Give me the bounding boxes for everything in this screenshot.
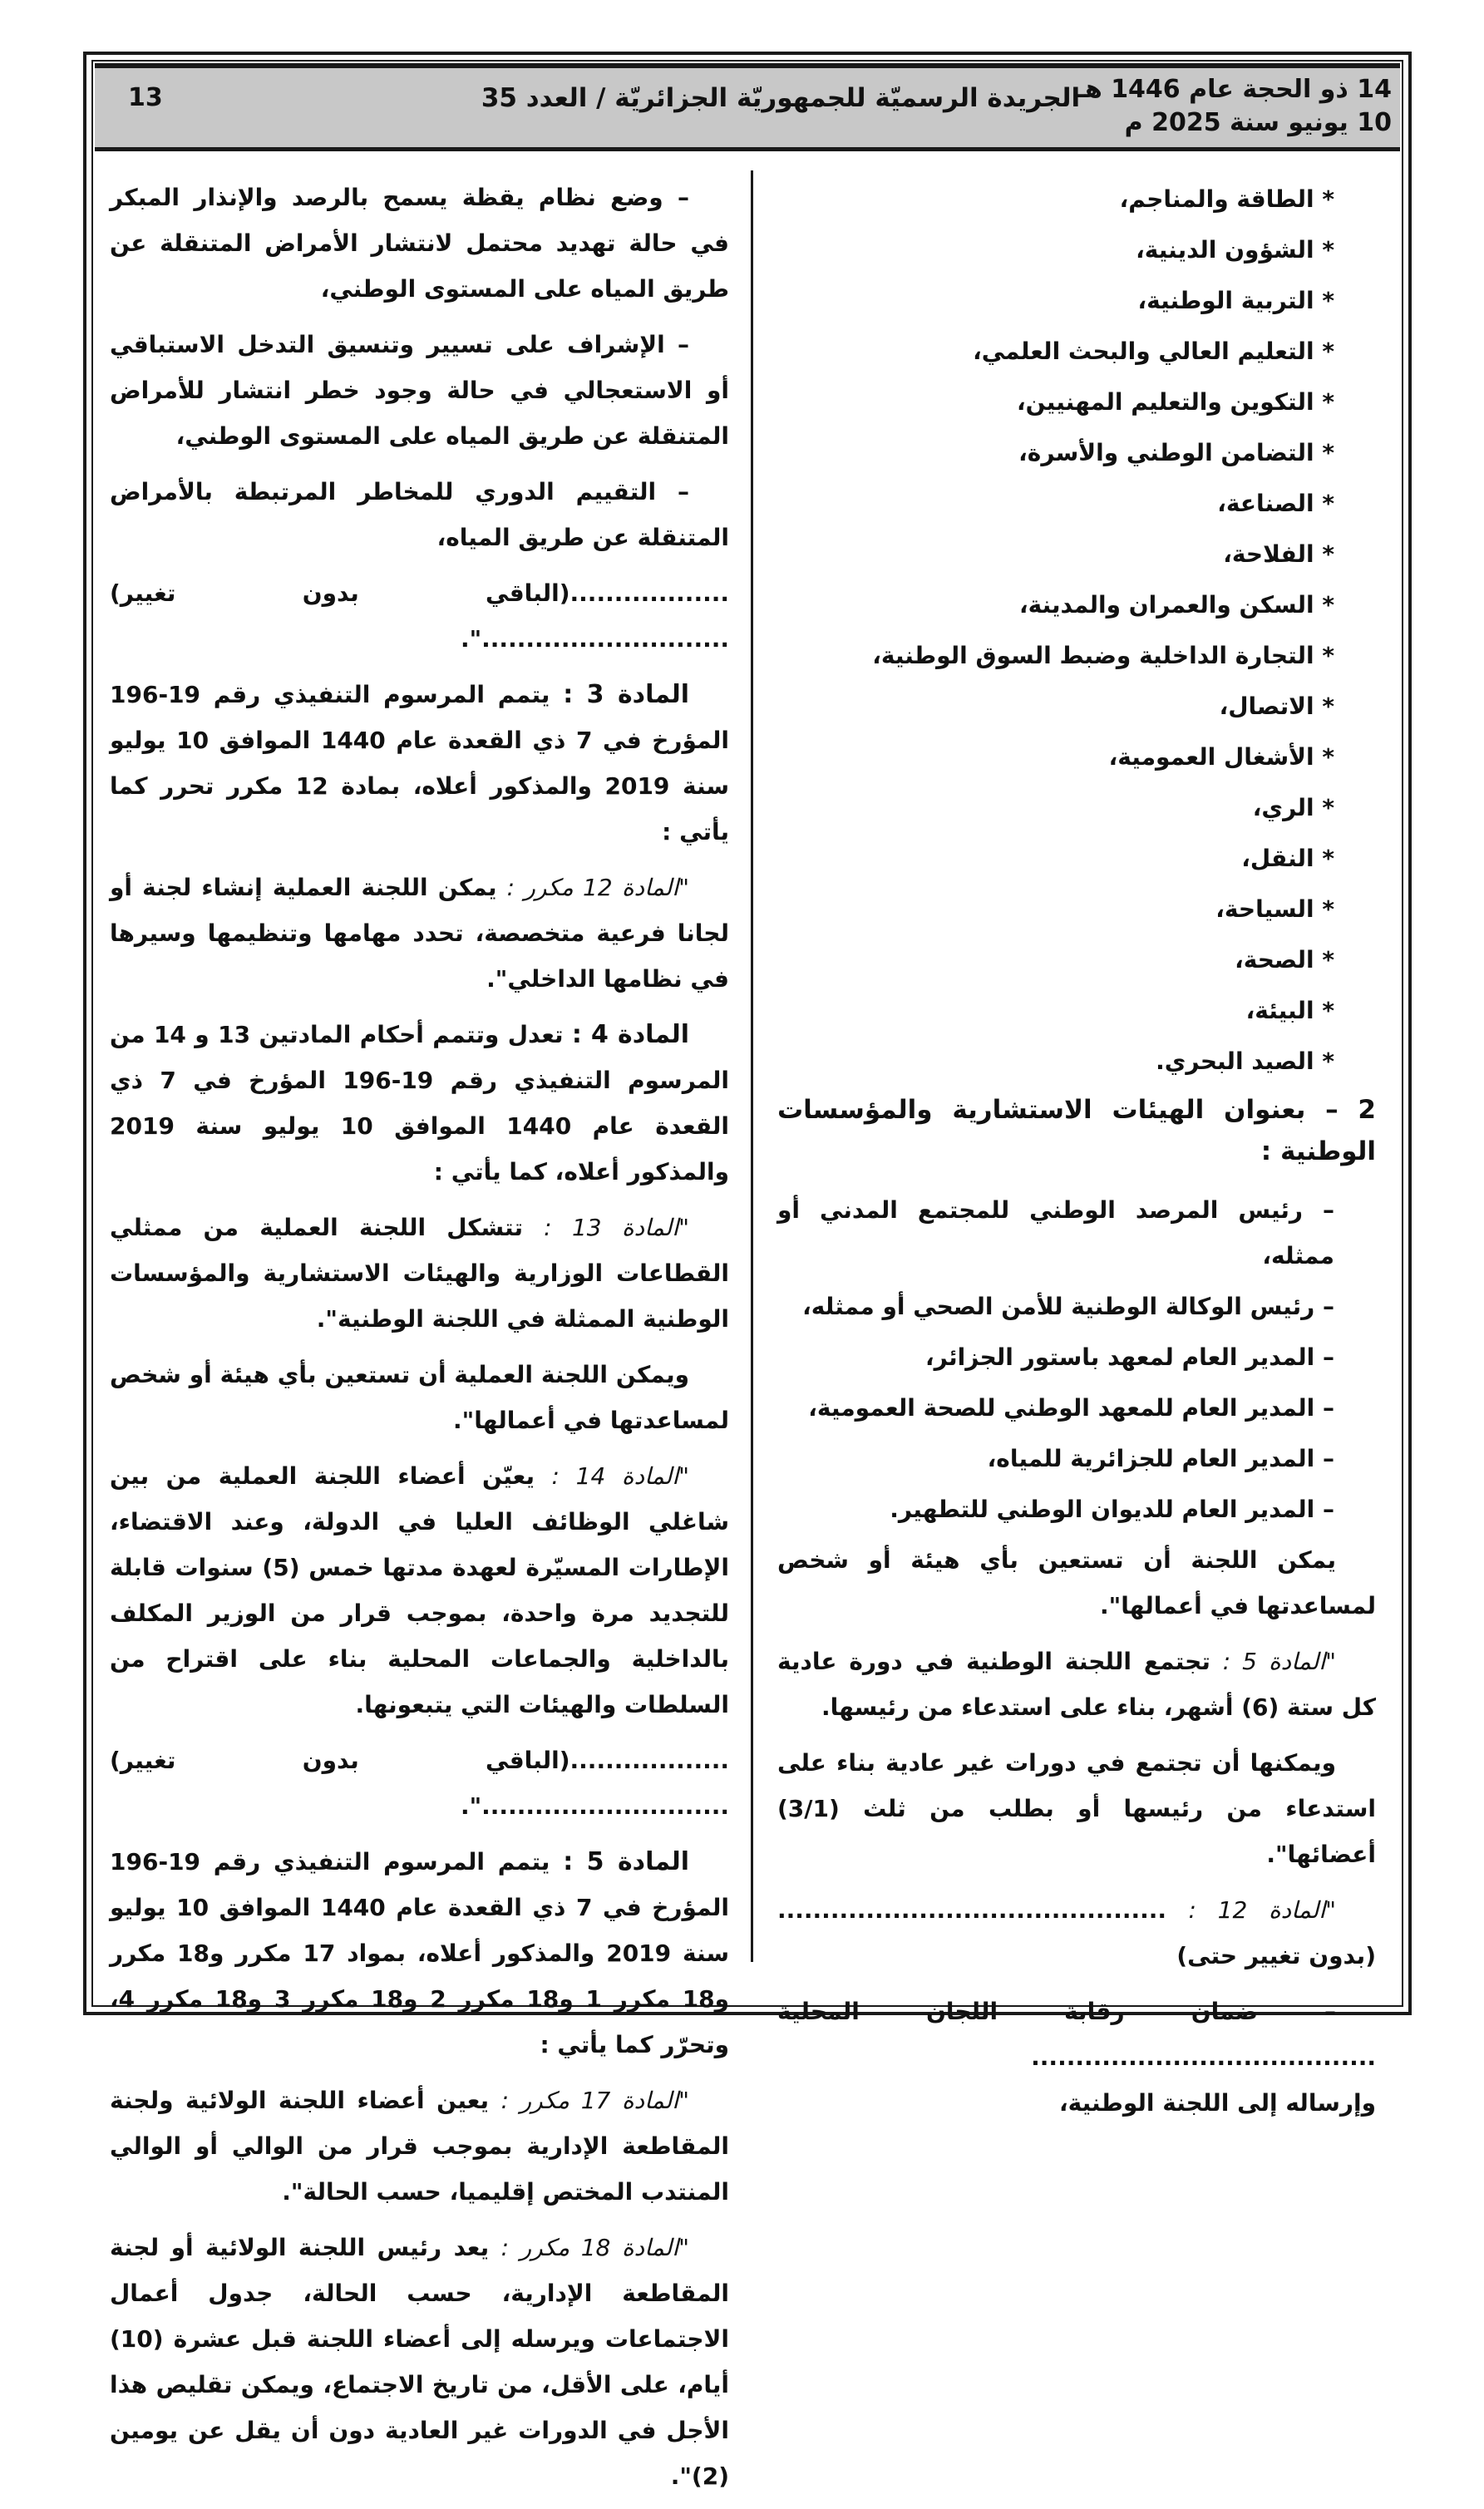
article-label: المادة 5 : xyxy=(563,1847,689,1876)
list-item: * السياحة، xyxy=(1215,895,1334,923)
article-17-bis xyxy=(110,2078,729,2215)
list-item: – المدير العام للجزائرية للمياه، xyxy=(987,1445,1334,1472)
list-item: * التضامن الوطني والأسرة، xyxy=(1018,439,1334,466)
list-item: * الشؤون الدينية، xyxy=(1136,236,1334,264)
article-label: "المادة 12 : xyxy=(1188,1896,1336,1924)
article-label: المادة 4 : xyxy=(571,1020,690,1049)
article-text: يعين أعضاء اللجنة الولائية ولجنة المقاطعة الإدارية بموجب قرار من الوالي أو الوالي المنتدب المختص إقليميا، حسب الحالة". xyxy=(110,2087,729,2206)
article-label: المادة 3 : xyxy=(563,680,689,709)
list-item: * الصيد البحري. xyxy=(1156,1047,1334,1075)
article-label: "المادة 12 مكرر : xyxy=(506,874,689,901)
article-label: "المادة 14 : xyxy=(551,1462,689,1490)
list-item: – المدير العام للمعهد الوطني للصحة العمومية، xyxy=(808,1394,1334,1422)
sectors-list xyxy=(777,176,1376,1084)
article-text: تعدل وتتمم أحكام المادتين 13 و 14 من المرسوم التنفيذي رقم 19-196 المؤرخ في 7 ذي القعدة عام 1440 الموافق 10 يوليو سنة 2019 والمذكور أعلاه، كما يأتي : xyxy=(110,1021,730,1185)
article-text: يتمم المرسوم التنفيذي رقم 19-196 المؤرخ في 7 ذي القعدة عام 1440 الموافق 10 يوليو سنة 2019 والمذكور أعلاه، بمواد 17 مكرر و18 مكرر و18 مكرر 1 و18 مكرر 2 و18 مكرر 3 و18 مكرر 4، وتحرّر كما يأتي : xyxy=(110,1848,730,2058)
hijri-date: 14 ذو الحجة عام 1446 هـ xyxy=(1076,75,1392,104)
page-number: 13 xyxy=(128,83,163,112)
paragraph: وإرساله إلى اللجنة الوطنية، xyxy=(1059,2089,1376,2117)
article-text: تجتمع اللجنة الوطنية في دورة عادية كل ستة (6) أشهر، بناء على استدعاء من رئيسها. xyxy=(777,1648,1376,1721)
list-item: – المدير العام للديوان الوطني للتطهير. xyxy=(890,1496,1334,1523)
list-item: * الفلاحة، xyxy=(1223,540,1334,568)
bullet-paragraph: – الإشراف على تسيير وتنسيق التدخل الاستباقي أو الاستعجالي في حالة وجود خطر انتشار للأمراض المتنقلة عن طريق المياه على المستوى الوطني، xyxy=(110,331,729,450)
article-text: يعيّن أعضاء اللجنة العملية من بين شاغلي الوظائف العليا في الدولة، وعند الاقتضاء، الإطارات المسيّرة لعهدة مدتها خمس (5) سنوات قابلة للتجديد مرة واحدة، بموجب قرار من الوزير المكلف بالداخلية والجماعات المحلية بناء على اقتراح من السلطات والهيئات التي يتبعونها. xyxy=(110,1462,729,1718)
bullet-paragraph: – وضع نظام يقظة يسمح بالرصد والإنذار المبكر في حالة تهديد محتمل لانتشار الأمراض المتنقلة عن طريق المياه على المستوى الوطني، xyxy=(110,184,729,303)
list-item: * الصحة، xyxy=(1235,946,1334,974)
article-text: يتمم المرسوم التنفيذي رقم 19-196 المؤرخ في 7 ذي القعدة عام 1440 الموافق 10 يوليو سنة 2019 والمذكور أعلاه، بمادة 12 مكرر تحرر كما يأتي : xyxy=(110,681,729,845)
article-text: ............................................ (بدون تغيير حتى) xyxy=(777,1896,1376,1969)
article-text: تتشكل اللجنة العملية من ممثلي القطاعات الوزارية والهيئات الاستشارية والمؤسسات الوطنية الممثلة في اللجنة الوطنية". xyxy=(110,1214,729,1333)
list-item: – المدير العام لمعهد باستور الجزائر، xyxy=(925,1343,1334,1371)
unchanged-note: ..................(الباقي بدون تغيير) ............................". xyxy=(110,1747,729,1820)
gazette-title: الجريدة الرسميّة للجمهوريّة الجزائريّة / العدد 35 xyxy=(481,83,1081,113)
article-label: "المادة 13 : xyxy=(544,1214,689,1241)
gregorian-date: 10 يونيو سنة 2025 م xyxy=(1124,108,1392,137)
right-column xyxy=(777,176,1376,2136)
list-item: * التجارة الداخلية وضبط السوق الوطنية، xyxy=(872,642,1334,669)
column-divider xyxy=(751,170,753,1962)
article-4 xyxy=(110,1012,729,1195)
list-item: * الأشغال العمومية، xyxy=(1108,743,1334,771)
article-5 xyxy=(110,1839,729,2068)
list-item: * الاتصال، xyxy=(1219,693,1334,720)
gazette-header xyxy=(95,63,1400,151)
list-item: – رئيس الوكالة الوطنية للأمن الصحي أو ممثله، xyxy=(802,1293,1334,1320)
paragraph: ويمكن اللجنة العملية أن تستعين بأي هيئة أو شخص لمساعدتها في أعمالها". xyxy=(110,1361,729,1434)
list-item: – رئيس المرصد الوطني للمجتمع المدني أو ممثله، xyxy=(777,1196,1334,1269)
list-item: * البيئة، xyxy=(1245,997,1334,1024)
list-item: * الري، xyxy=(1252,794,1334,821)
article-12 xyxy=(777,1887,1376,1979)
list-item: * التربية الوطنية، xyxy=(1137,287,1334,314)
paragraph: ويمكنها أن تجتمع في دورات غير عادية بناء على استدعاء من رئيسها أو بطلب من ثلث (3/1) أعضائها". xyxy=(777,1749,1376,1868)
section-heading: 2 – بعنوان الهيئات الاستشارية والمؤسسات الوطنية : xyxy=(777,1095,1376,1166)
list-item: * الطاقة والمناجم، xyxy=(1119,185,1334,213)
article-label: "المادة 18 مكرر : xyxy=(500,2234,689,2261)
article-5 xyxy=(777,1639,1376,1730)
list-item: * الصناعة، xyxy=(1217,490,1334,517)
article-13 xyxy=(110,1205,729,1342)
bullet-paragraph: – التقييم الدوري للمخاطر المرتبطة بالأمراض المتنقلة عن طريق المياه، xyxy=(110,478,729,551)
list-item: * النقل، xyxy=(1241,845,1334,872)
list-item: * التعليم العالي والبحث العلمي، xyxy=(973,338,1334,365)
article-12-bis xyxy=(110,865,729,1002)
list-item: * التكوين والتعليم المهنيين، xyxy=(1016,388,1334,416)
article-label: "المادة 5 : xyxy=(1222,1648,1336,1675)
article-14 xyxy=(110,1453,729,1728)
article-label: "المادة 17 مكرر : xyxy=(500,2087,690,2114)
article-text: يعد رئيس اللجنة الولائية أو لجنة المقاطعة الإدارية، حسب الحالة، جدول أعمال الاجتماعات ويرسله إلى أعضاء اللجنة قبل عشرة (10) أيام، على الأقل، من تاريخ الاجتماع، ويمكن تقليص هذا الأجل في الدورات غير العادية دون أن يقل عن يومين (2)". xyxy=(110,2234,729,2490)
unchanged-note: ..................(الباقي بدون تغيير) ............................". xyxy=(110,579,729,653)
left-column xyxy=(110,175,729,2509)
article-3 xyxy=(110,672,729,855)
article-text: يمكن اللجنة العملية إنشاء لجنة أو لجانا فرعية متخصصة، تحدد مهامها وتنظيمها وسيرها في نظامها الداخلي". xyxy=(110,874,729,993)
list-item: * السكن والعمران والمدينة، xyxy=(1019,591,1334,619)
article-18-bis xyxy=(110,2225,729,2499)
paragraph: يمكن اللجنة أن تستعين بأي هيئة أو شخص لمساعدتها في أعمالها". xyxy=(777,1546,1376,1619)
paragraph: – ضمان رقابة اللجان المحلية ....................................... xyxy=(777,1998,1376,2071)
